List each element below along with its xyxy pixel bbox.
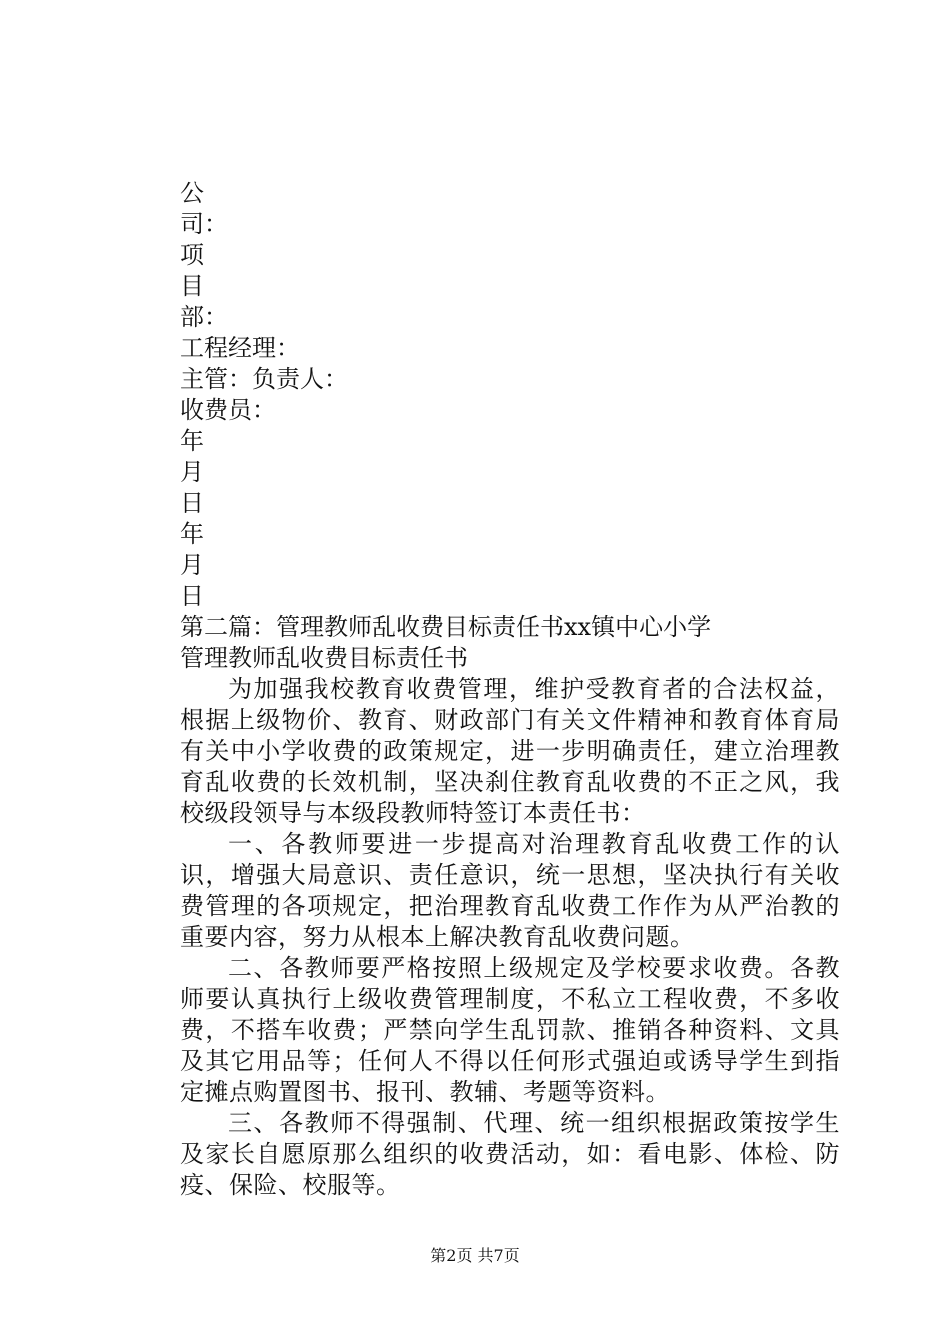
signature-line: 工程经理： xyxy=(180,334,300,362)
signature-line: 主管：负责人： xyxy=(180,365,348,393)
page-footer: 第2页 共7页 xyxy=(430,1246,520,1265)
body-paragraph: 为加强我校教育收费管理，维护受教育者的合法权益，根据上级物价、教育、财政部门有关文件精神和教育体育局有关中小学收费的政策规定，进一步明确责任，建立治理教育乱收费的长效机制，坚决刹住教育乱收费的不正之风，我校级段领导与本级段教师特签订本责任书： xyxy=(180,675,840,827)
date-line: 年 xyxy=(180,520,204,548)
body-paragraph: 一、各教师要进一步提高对治理教育乱收费工作的认识，增强大局意识、责任意识，统一思想，坚决执行有关收费管理的各项规定，把治理教育乱收费工作作为从严治教的重要内容，努力从根本上解决教育乱收费问题。 xyxy=(180,830,840,951)
section-heading: 第二篇：管理教师乱收费目标责任书xx镇中心小学 xyxy=(180,613,712,641)
signature-line: 项 xyxy=(180,241,204,269)
date-line: 月 xyxy=(180,458,204,486)
document-body xyxy=(180,178,840,1201)
signature-line: 目 xyxy=(180,272,204,300)
signature-block xyxy=(180,178,840,612)
signature-line: 部： xyxy=(180,303,228,331)
signature-line: 司： xyxy=(180,210,228,238)
body-paragraph: 二、各教师要严格按照上级规定及学校要求收费。各教师要认真执行上级收费管理制度，不私立工程收费，不多收费，不搭车收费；严禁向学生乱罚款、推销各种资料、文具及其它用品等；任何人不得以任何形式强迫或诱导学生到指定摊点购置图书、报刊、教辅、考题等资料。 xyxy=(180,954,840,1106)
date-line: 日 xyxy=(180,489,204,517)
date-line: 月 xyxy=(180,551,204,579)
section-subheading: 管理教师乱收费目标责任书 xyxy=(180,644,468,672)
signature-line: 收费员： xyxy=(180,396,276,424)
date-line: 日 xyxy=(180,582,204,610)
signature-line: 公 xyxy=(180,179,204,207)
body-paragraph: 三、各教师不得强制、代理、统一组织根据政策按学生及家长自愿原那么组织的收费活动，如：看电影、体检、防疫、保险、校服等。 xyxy=(180,1109,840,1199)
date-line: 年 xyxy=(180,427,204,455)
